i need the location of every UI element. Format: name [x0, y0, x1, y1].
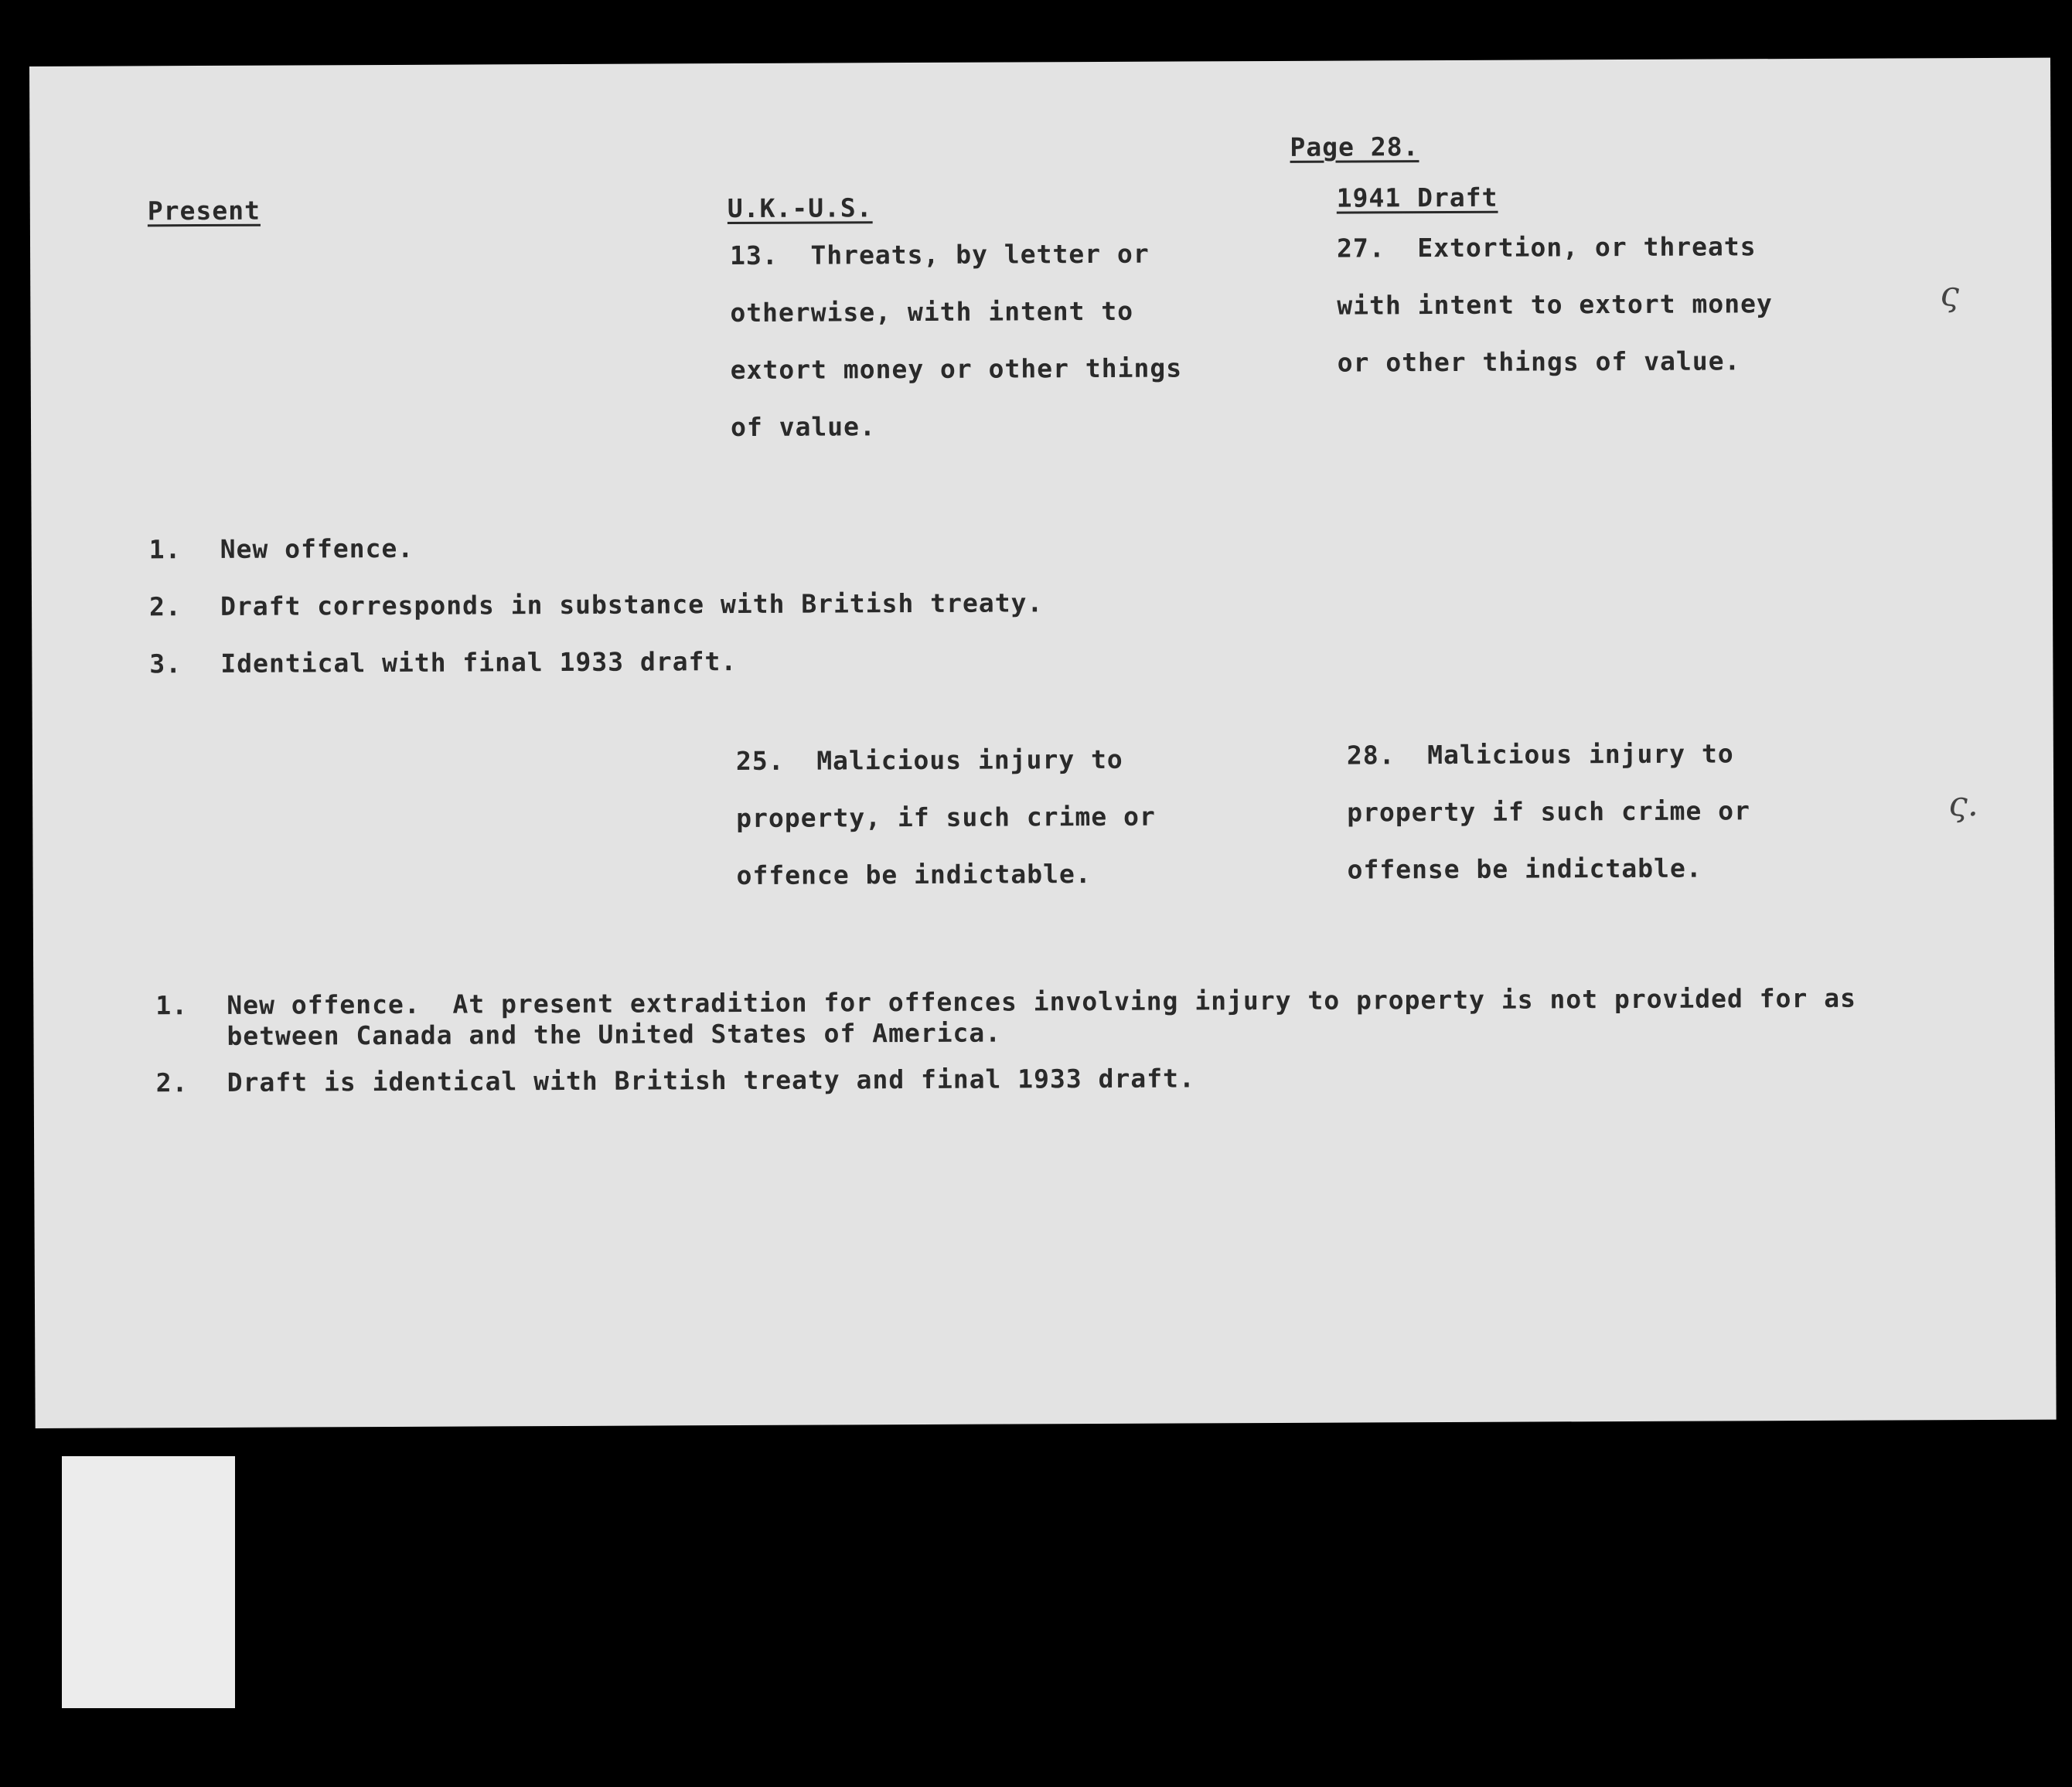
uk-us-article-line: offence be indictable.: [736, 859, 1092, 891]
column-header-present: Present: [147, 195, 261, 226]
uk-us-article-line: 13. Threats, by letter or: [729, 238, 1150, 271]
note-number: 2.: [148, 591, 182, 622]
note-text: Draft is identical with British treaty and final 1933 draft.: [227, 1063, 1195, 1098]
note-item: [149, 646, 738, 770]
note-number: 3.: [149, 648, 182, 679]
column-header-uk-us: U.K.-U.S.: [727, 192, 873, 224]
uk-us-article-line: 25. Malicious injury to: [735, 744, 1123, 777]
page-number: Page 28.: [1290, 131, 1419, 162]
handwritten-margin-mark: ς: [1940, 274, 1960, 315]
draft-article-line: property if such crime or: [1347, 795, 1751, 828]
note-item: [155, 1063, 1195, 1189]
note-number: 1.: [155, 990, 189, 1021]
note-text: Identical with final 1933 draft.: [220, 646, 738, 679]
uk-us-article-line: extort money or other things: [730, 352, 1183, 386]
note-text: New offence. At present extradition for offences involving injury to property is not provided for as between Canada and the United States of America.: [227, 982, 1857, 1051]
draft-article-line: or other things of value.: [1337, 345, 1741, 378]
note-text: New offence.: [220, 533, 414, 564]
draft-article-line: with intent to extort money: [1337, 288, 1773, 321]
note-number: 2.: [155, 1067, 189, 1098]
document-page: [29, 58, 2057, 1428]
draft-article-line: 28. Malicious injury to: [1346, 738, 1734, 771]
draft-article-line: 27. Extortion, or threats: [1336, 231, 1757, 264]
note-text: Draft corresponds in substance with British treaty.: [220, 587, 1044, 621]
note-number: 1.: [148, 534, 182, 565]
column-header-1941-draft: 1941 Draft: [1336, 182, 1498, 213]
blank-target-card: [62, 1456, 235, 1708]
uk-us-article-line: otherwise, with intent to: [730, 295, 1134, 328]
draft-article-line: offense be indictable.: [1347, 853, 1702, 885]
handwritten-margin-mark: ς.: [1948, 785, 1978, 825]
uk-us-article-line: property, if such crime or: [736, 801, 1156, 834]
uk-us-article-line: of value.: [730, 411, 876, 443]
